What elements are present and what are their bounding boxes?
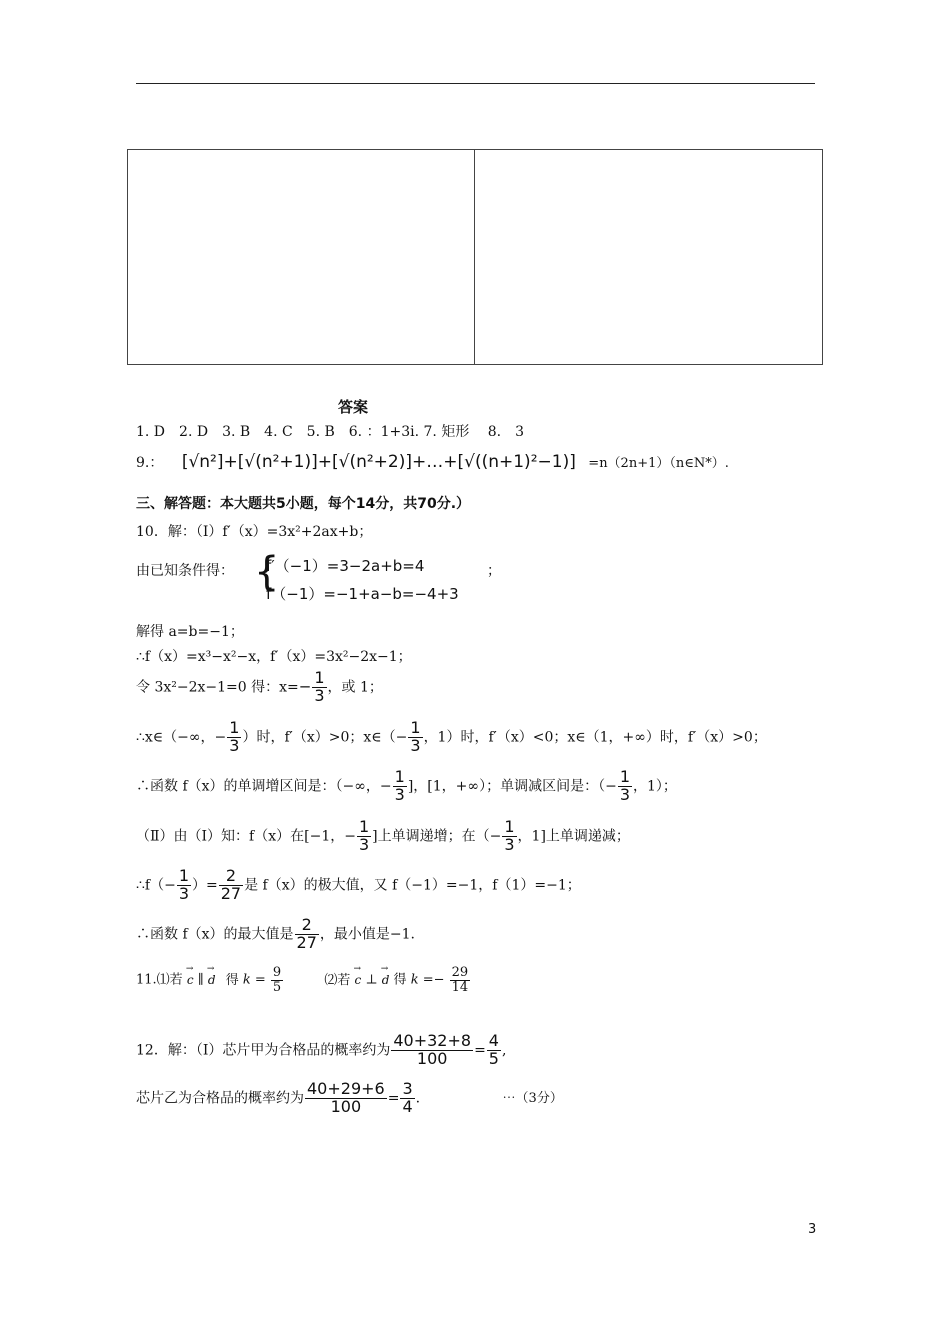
answer-title: 答案 (338, 398, 369, 416)
q10-l6-text-a: ∴x∈（−∞，− (136, 729, 227, 746)
frac-den: 3 (394, 784, 405, 804)
q10-l9-text-a: ∴f（− (136, 877, 176, 894)
frac-num: 40+32+8 (393, 1031, 472, 1050)
q10-l7-text-a: ∴函数 f（x）的单调增区间是：（−∞，− (136, 778, 392, 795)
q10-l8-text-a: （Ⅱ）由（Ⅰ）知：f（x）在[−1，− (136, 828, 356, 845)
frac-den: 3 (229, 735, 240, 755)
equals-sign: = (387, 1090, 400, 1107)
line9-prefix: 9.： (136, 455, 164, 471)
frac-den: 100 (416, 1048, 448, 1068)
frac-den: 100 (330, 1096, 362, 1116)
frac-den: 3 (314, 685, 325, 705)
fraction-two-twentysevenths (219, 868, 243, 903)
q10-line-9 (136, 868, 581, 903)
frac-num: 1 (504, 817, 515, 836)
q12-text-2: 芯片乙为合格品的概率约为 (136, 1090, 304, 1107)
frac-den: 5 (488, 1048, 499, 1068)
frac-num: 1 (229, 718, 240, 737)
frac-den: 5 (272, 979, 282, 995)
q10-l5-text-a: 令 3x²−2x−1=0 得：x= (136, 679, 299, 696)
vector-d: → d (382, 973, 390, 987)
frac-den: 27 (220, 883, 242, 903)
q10-l7-text-c: ，1）； (633, 778, 677, 795)
frac-den: 3 (358, 834, 370, 854)
q10-l9-text-b: ）= (192, 877, 218, 894)
frac-num: 1 (358, 817, 370, 836)
q10-line-1: 10．解：（Ⅰ）f′（x）=3x²+2ax+b； (136, 524, 373, 540)
answer-line-9 (136, 452, 729, 472)
q10-l6-text-c: ，1）时，f′（x）<0；x∈（1，+∞）时，f′（x）>0； (423, 729, 767, 746)
frac-den: 3 (410, 735, 421, 755)
q10-l7-text-b: ]，[1，+∞）；单调减区间是：（− (407, 778, 617, 795)
system-eq-1: f′（−1）=3−2a+b=4 (266, 557, 425, 575)
period: . (415, 1090, 421, 1107)
frac-num: 3 (402, 1079, 413, 1098)
fraction-one-third (502, 819, 516, 854)
q10-l10-text-b: ，最小值是−1. (319, 926, 415, 943)
q11-text-f: 得 (393, 972, 407, 988)
frac-den: 27 (296, 932, 317, 952)
fraction-chip-b (305, 1081, 387, 1116)
q10-line-4: ∴f（x）=x³−x²−x，f′（x）=3x²−2x−1； (136, 649, 412, 665)
frac-num: 1 (619, 767, 630, 786)
frac-den: 3 (178, 883, 190, 903)
box-divider (474, 150, 475, 364)
system-brace: { (254, 549, 280, 595)
system-suffix: ； (487, 563, 501, 579)
fraction-chip-a (391, 1033, 473, 1068)
frac-num: 1 (410, 718, 421, 737)
q11-text-a: 11.⑴若 (136, 972, 183, 988)
q12-line-1 (136, 1033, 506, 1068)
q10-line-3: 解得 a=b=−1； (136, 624, 244, 640)
k-equals-neg: k =− (410, 972, 445, 988)
frac-num: 9 (272, 965, 282, 980)
q10-line-7 (136, 769, 677, 804)
frac-num: 4 (488, 1031, 499, 1050)
q10-l8-text-b: ]上单调递增；在（− (372, 828, 502, 845)
score-note: ⋯（3分） (502, 1091, 563, 1107)
frac-num: 1 (178, 866, 190, 885)
vector-c: → c (354, 973, 361, 987)
system-eq-2: f（−1）=−1+a−b=−4+3 (266, 585, 459, 603)
neg-sign: − (298, 677, 312, 696)
fraction-one-third (393, 769, 407, 804)
fraction-four-fifths (487, 1033, 501, 1068)
fraction-three-fourths (400, 1081, 414, 1116)
section-3-heading: 三、解答题：本大题共5小题，每个14分，共70分.） (136, 496, 471, 512)
k-equals: k = (242, 972, 266, 988)
comma: , (501, 1042, 507, 1059)
frac-num: 1 (314, 668, 325, 687)
q11-line (136, 966, 471, 994)
perpendicular-symbol: ⊥ (365, 972, 378, 988)
q10-l6-text-b: ）时，f′（x）>0；x∈（− (242, 729, 408, 746)
fraction-one-third (618, 769, 632, 804)
q10-l9-text-c: 是 f（x）的极大值，又 f（−1）=−1，f（1）=−1； (244, 877, 581, 894)
frac-num: 29 (451, 965, 469, 980)
q10-l10-text-a: ∴函数 f（x）的最大值是 (136, 926, 294, 943)
frac-den: 3 (504, 834, 515, 854)
frac-den: 14 (451, 979, 469, 995)
fraction-nine-fifths (271, 966, 283, 994)
fraction-one-third (408, 720, 422, 755)
frac-num: 2 (219, 868, 243, 886)
frac-num: 2 (295, 917, 319, 935)
fraction-one-third (227, 720, 241, 755)
line9-suffix: =n（2n+1）（n∈N*）. (588, 456, 729, 471)
vector-d: → d (208, 973, 216, 987)
frac-num: 40+29+6 (307, 1079, 385, 1098)
page-number: 3 (808, 1222, 817, 1237)
answer-sheet-box (127, 149, 823, 365)
frac-num: 1 (394, 767, 405, 786)
fraction-two-twentysevenths (295, 917, 319, 952)
parallel-symbol: ∥ (197, 972, 204, 988)
vector-c: → c (187, 973, 194, 987)
q10-l8-text-c: ，1]上单调递减； (517, 828, 630, 845)
q12-line-2 (136, 1081, 563, 1116)
q12-text-1: 12．解：（Ⅰ）芯片甲为合格品的概率约为 (136, 1042, 391, 1059)
q10-line-2 (136, 557, 234, 577)
fraction-one-third (357, 819, 371, 854)
fraction-one-third (177, 868, 191, 903)
q10-line-10 (136, 917, 415, 952)
frac-den: 4 (402, 1096, 413, 1116)
header-rule (136, 83, 815, 84)
equals-sign: = (474, 1042, 486, 1059)
q10-l5-text-b: ，或 1； (327, 679, 383, 696)
fraction-twentynine-fourteenths (450, 966, 471, 994)
q10-line-5 (136, 670, 383, 705)
q11-text-d: ⑵若 (324, 972, 351, 988)
fraction-one-third (312, 670, 326, 705)
line9-formula: [√n²]+[√(n²+1)]+[√(n²+2)]+…+[√((n+1)²−1)] (181, 452, 576, 472)
q11-text-c: 得 (225, 972, 239, 988)
q10-condition-label: 由已知条件得： (136, 563, 234, 579)
q10-line-6 (136, 720, 767, 755)
frac-den: 3 (619, 784, 630, 804)
answer-line-1: 1. D 2. D 3. B 4. C 5. B 6. ：1+3i. 7. 矩形 8. 3 (136, 424, 525, 440)
q10-line-8 (136, 819, 630, 854)
